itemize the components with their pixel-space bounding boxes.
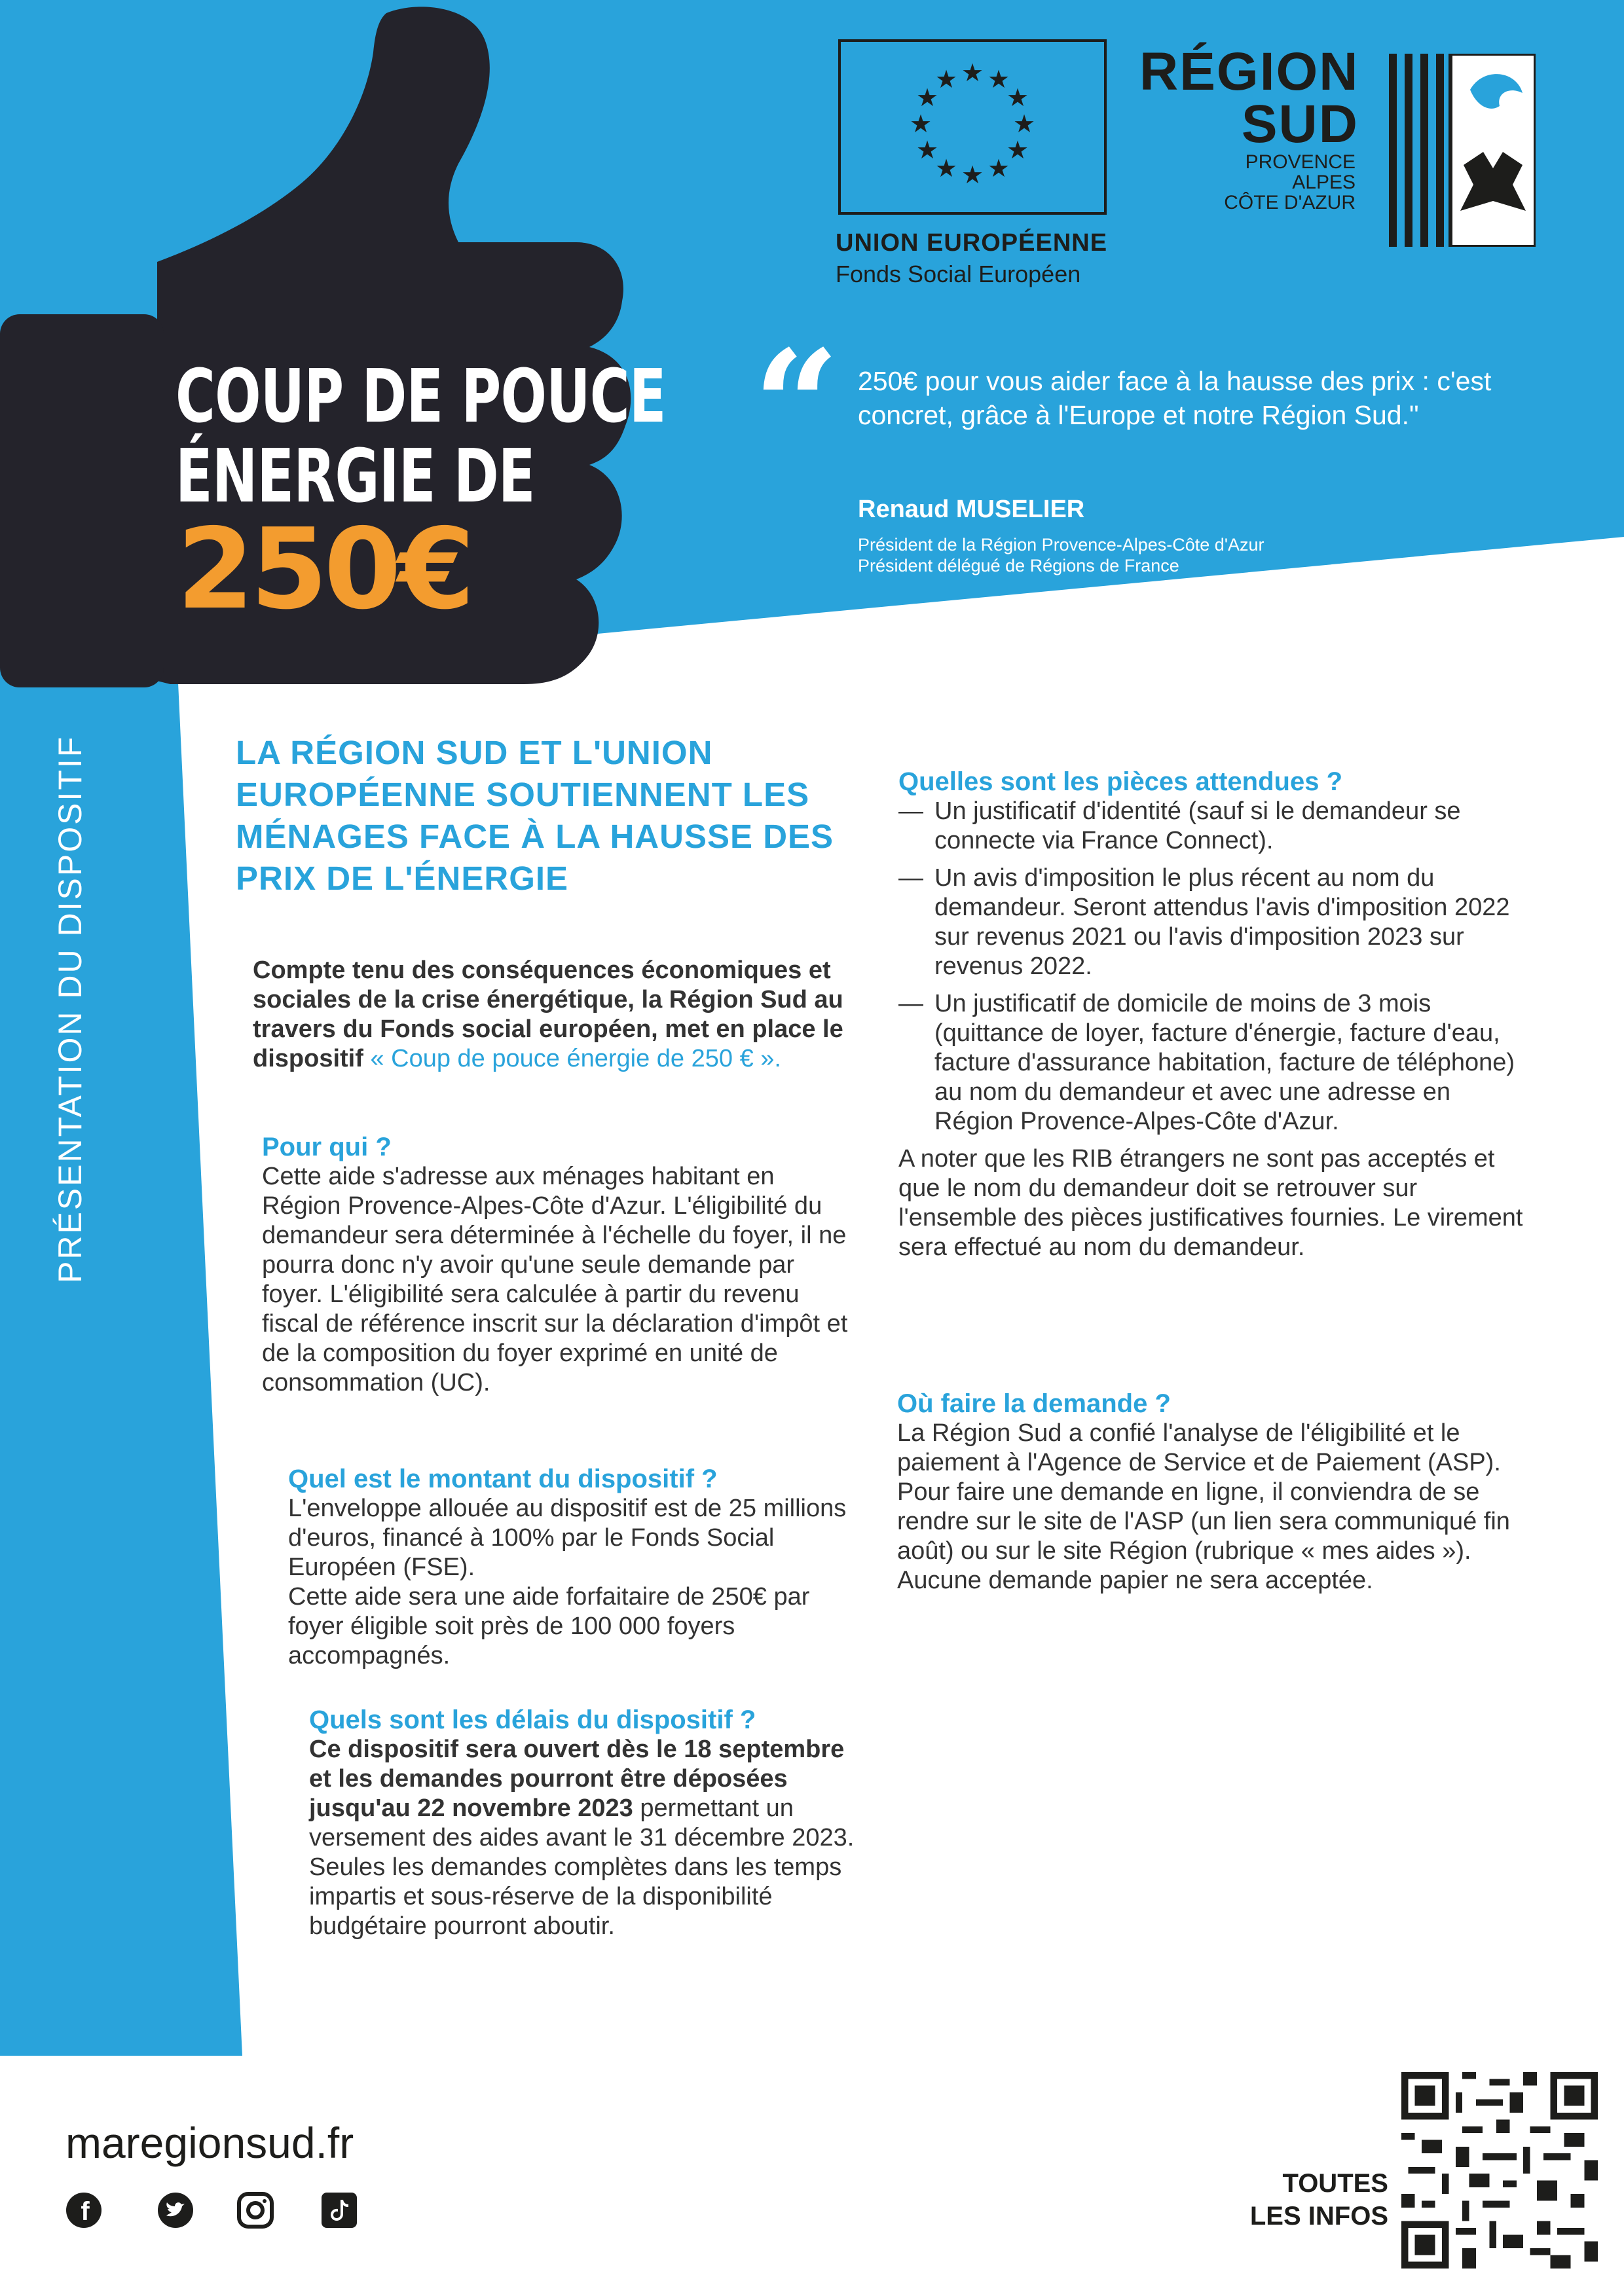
svg-text:★: ★ bbox=[915, 83, 939, 112]
eu-flag bbox=[838, 39, 1107, 215]
hero-line2: ÉNERGIE DE bbox=[175, 434, 535, 519]
thumb-cuff bbox=[0, 314, 164, 687]
svg-text:★: ★ bbox=[915, 136, 939, 164]
pieces-item: — Un justificatif d'identité (sauf si le demandeur se connecte via France Connect). bbox=[898, 797, 1527, 856]
ou-title: Où faire la demande ? bbox=[897, 1389, 1171, 1418]
pieces-title: Quelles sont les pièces attendues ? bbox=[898, 767, 1343, 796]
delais-title: Quels sont les délais du dispositif ? bbox=[309, 1705, 756, 1734]
quote-mark-icon: “ bbox=[753, 318, 840, 494]
svg-text:★: ★ bbox=[1006, 136, 1029, 164]
section-delais bbox=[309, 1705, 859, 1941]
blue-strip bbox=[0, 655, 242, 2056]
montant-title: Quel est le montant du dispositif ? bbox=[288, 1465, 718, 1493]
toutes-line1: TOUTES bbox=[1282, 2169, 1388, 2198]
facebook-icon[interactable] bbox=[65, 2192, 102, 2229]
intro bbox=[253, 956, 855, 1074]
delais-text1: permettant un versement des aides avant le 31 décembre 2023. bbox=[309, 1795, 855, 1851]
quote-author: Renaud MUSELIER bbox=[858, 496, 1085, 523]
hero-amount: 250€ bbox=[177, 505, 471, 634]
pieces-item: — Un justificatif de domicile de moins de 3 mois (quittance de loyer, facture d'énergie, facture d'eau, facture d'assurance habitation, facture de téléphone) au nom du demandeur et avec une adresse en Région Provence-Alpes-Côte d'Azur. bbox=[898, 989, 1527, 1137]
delais-bold: Ce dispositif sera ouvert dès le 18 septembre et les demandes pourront être déposées jusqu'au 22 novembre 2023 bbox=[309, 1736, 845, 1822]
region-sub-line3: CÔTE D'AZUR bbox=[1224, 192, 1356, 213]
instagram-icon[interactable] bbox=[237, 2192, 274, 2229]
tiktok-icon[interactable] bbox=[321, 2192, 358, 2229]
region-sub-line2: ALPES bbox=[1292, 172, 1356, 193]
eu-subtitle: Fonds Social Européen bbox=[836, 261, 1081, 287]
svg-text:★: ★ bbox=[1012, 109, 1036, 138]
twitter-icon[interactable] bbox=[157, 2192, 194, 2229]
ou-text3: Aucune demande papier ne sera acceptée. bbox=[897, 1567, 1373, 1594]
intro-highlight: « Coup de pouce énergie de 250 € ». bbox=[370, 1045, 781, 1072]
svg-text:f: f bbox=[81, 2197, 90, 2226]
qr-code-icon[interactable] bbox=[1401, 2072, 1598, 2269]
svg-text:★: ★ bbox=[1006, 83, 1029, 112]
region-logo-name bbox=[1139, 42, 1359, 154]
toutes-line2: LES INFOS bbox=[1249, 2202, 1388, 2231]
hero-line1: COUP DE POUCE bbox=[175, 354, 666, 439]
montant-text2: Cette aide sera une aide forfaitaire de 250€ par foyer éligible soit près de 100 000 foyers accompagnés. bbox=[288, 1583, 810, 1669]
svg-text:★: ★ bbox=[909, 109, 932, 138]
site-link[interactable]: maregionsud.fr bbox=[65, 2119, 354, 2167]
quote-role-2: Président délégué de Régions de France bbox=[858, 556, 1179, 575]
svg-text:★: ★ bbox=[934, 65, 958, 94]
montant-text1: L'enveloppe allouée au dispositif est de 25 millions d'euros, financé à 100% par le Fonds Social Européen (FSE). bbox=[288, 1495, 847, 1581]
pour-qui-title: Pour qui ? bbox=[262, 1133, 392, 1161]
svg-text:★: ★ bbox=[934, 154, 958, 183]
section-pour-qui bbox=[262, 1133, 858, 1398]
toutes-les-infos bbox=[1225, 2167, 1388, 2232]
ou-text1: La Région Sud a confié l'analyse de l'éligibilité et le paiement à l'Agence de Service et de Paiement (ASP). bbox=[897, 1419, 1501, 1476]
pour-qui-text: Cette aide s'adresse aux ménages habitant en Région Provence-Alpes-Côte d'Azur. L'éligibilité du demandeur sera déterminée à l'échelle du foyer, il ne pourra donc n'y avoir qu'une seule demande par foyer. L'éligibilité sera calculée à partir du revenu fiscal de référence inscrit sur la déclaration d'impôt et de la composition du foyer exprimé en unité de consommation (UC). bbox=[262, 1163, 848, 1396]
section-ou bbox=[897, 1389, 1513, 1595]
svg-text:★: ★ bbox=[987, 154, 1010, 183]
pieces-item: — Un avis d'imposition le plus récent au nom du demandeur. Seront attendus l'avis d'imposition 2022 sur revenus 2021 ou l'avis d'imposition 2023 sur revenus 2022. bbox=[898, 864, 1527, 981]
section-pieces bbox=[898, 767, 1527, 1262]
region-sub-line1: PROVENCE bbox=[1245, 151, 1356, 173]
quote-text: 250€ pour vous aider face à la hausse des prix : c'est concret, grâce à l'Europe et notre Région Sud." bbox=[858, 366, 1492, 430]
section-montant bbox=[288, 1465, 864, 1671]
eu-stars-icon bbox=[841, 42, 1104, 212]
region-name-line2: SUD bbox=[1241, 94, 1359, 154]
headline: LA RÉGION SUD ET L'UNION EUROPÉENNE SOUTIENNENT LES MÉNAGES FACE À LA HAUSSE DES PRIX DE L'ÉNERGIE bbox=[236, 734, 834, 897]
side-label: PRÉSENTATION DU DISPOSITIF bbox=[52, 735, 88, 1283]
ou-text2: Pour faire une demande en ligne, il conviendra de se rendre sur le site de l'ASP (un lien sera communiqué fin août) ou sur le site Région (rubrique « mes aides »). bbox=[897, 1478, 1510, 1565]
svg-text:★: ★ bbox=[961, 160, 984, 189]
eu-title: UNION EUROPÉENNE bbox=[836, 229, 1108, 257]
quote-role bbox=[858, 534, 1264, 576]
intro-text: Compte tenu des conséquences économiques et sociales de la crise énergétique, la Région Sud au travers du Fonds social européen, met en place le dispositif bbox=[253, 957, 843, 1072]
hero-title bbox=[175, 354, 666, 519]
region-name-line1: RÉGION bbox=[1139, 42, 1359, 101]
pieces-list bbox=[898, 797, 1527, 1137]
delais-text2: Seules les demandes complètes dans les temps impartis et sous-réserve de la disponibilité budgétaire pourront aboutir. bbox=[309, 1853, 842, 1940]
region-logo-sub bbox=[1153, 152, 1356, 213]
region-crest-icon bbox=[1385, 54, 1536, 247]
pieces-note: A noter que les RIB étrangers ne sont pas acceptés et que le nom du demandeur doit se retrouver sur l'ensemble des pièces justificatives fournies. Le virement sera effectué au nom du demandeur. bbox=[898, 1145, 1523, 1261]
svg-text:★: ★ bbox=[961, 58, 984, 87]
quote-role-1: Président de la Région Provence-Alpes-Côte d'Azur bbox=[858, 535, 1264, 555]
svg-text:★: ★ bbox=[987, 65, 1010, 94]
